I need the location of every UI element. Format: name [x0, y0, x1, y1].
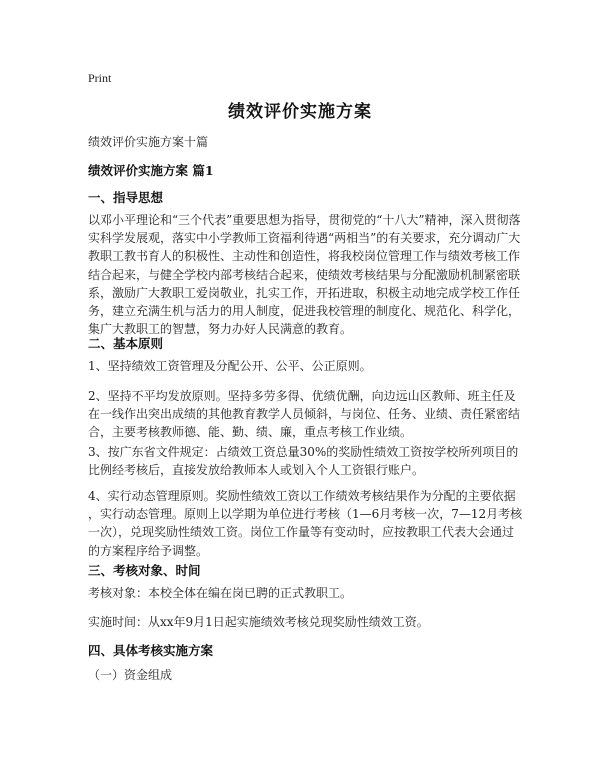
text-line: 集广大教职工的智慧，努力办好人民满意的教育。 [88, 322, 353, 337]
text-line: 比例经考核后，直接发放给教师本人或划入个人工资银行账户。 [88, 463, 425, 478]
heading-guiding-ideology: 一、指导思想 [88, 190, 164, 205]
section-title: 绩效评价实施方案 篇1 [88, 163, 214, 178]
text-line: 3、按广东省文件规定：占绩效工资总量30%的奖励性绩效工资按学校所列项目的 [88, 445, 519, 459]
text-line: 的方案程序给予调整。 [88, 543, 209, 558]
paragraph-principle-2 [88, 387, 521, 442]
document-subtitle: 绩效评价实施方案十篇 [88, 135, 209, 149]
paragraph-principle-1 [88, 357, 518, 375]
page-title: 绩效评价实施方案 [228, 102, 372, 122]
text-line: 合，主要考核教师德、能、勤、绩、廉，重点考核工作业绩。 [88, 425, 413, 440]
text-line: 1、坚持绩效工资管理及分配公开、公平、公正原则。 [88, 359, 372, 373]
text-line: 实科学发展观，落实中小学教师工资福利待遇“两相当”的有关要求，充分调动广大 [88, 231, 521, 246]
paragraph-principle-3 [88, 443, 518, 479]
text-line: 实施时间：从xx年9月1日起实施绩效考核兑现奖励性绩效工资。 [88, 615, 429, 629]
text-line: 在一线作出突出成绩的其他教育教学人员倾斜，与岗位、任务、业绩、责任紧密结 [88, 407, 521, 422]
text-line: 务，建立充满生机与活力的用人制度，促进我校管理的制度化、规范化、科学化， [88, 304, 521, 319]
paragraph-fund-composition [88, 666, 518, 684]
heading-implementation-plan: 四、具体考核实施方案 [88, 643, 214, 658]
text-line: 教职工教书育人的积极性、主动性和创造性，将我校岗位管理工作与绩效考核工作 [88, 249, 521, 264]
heading-assessment-target-time: 三、考核对象、时间 [88, 563, 201, 578]
text-line: 以邓小平理论和“三个代表”重要思想为指导，贯彻党的“十八大”精神，深入贯彻落 [88, 213, 521, 227]
text-line: 一次），兑现奖励性绩效工资。岗位工作量等有变动时，应按教职工代表大会通过 [88, 525, 515, 540]
text-line: ，实行动态管理。原则上以学期为单位进行考核（1—6月考核一次，7—12月考核 [88, 507, 523, 522]
text-line: 考核对象：本校全体在编在岗已聘的正式教职工。 [88, 586, 353, 600]
text-line: 2、坚持不平均发放原则。坚持多劳多得、优绩优酬，向边远山区教师、班主任及 [88, 389, 516, 403]
heading-basic-principles: 二、基本原则 [88, 336, 164, 351]
paragraph-principle-4 [88, 487, 523, 560]
text-line: 结合起来，与健全学校内部考核结合起来，使绩效考核结果与分配激励机制紧密联 [88, 267, 521, 282]
print-link[interactable]: Print [88, 71, 112, 85]
paragraph-assessment-target [88, 584, 518, 602]
text-line: （一）资金组成 [88, 668, 173, 682]
text-line: 系，激励广大教职工爱岗敬业，扎实工作，开拓进取，积极主动地完成学校工作任 [88, 285, 521, 300]
paragraph-guiding-ideology [88, 211, 521, 338]
paragraph-implementation-time [88, 613, 518, 631]
text-line: 4、实行动态管理原则。奖励性绩效工资以工作绩效考核结果作为分配的主要依据 [88, 489, 516, 503]
